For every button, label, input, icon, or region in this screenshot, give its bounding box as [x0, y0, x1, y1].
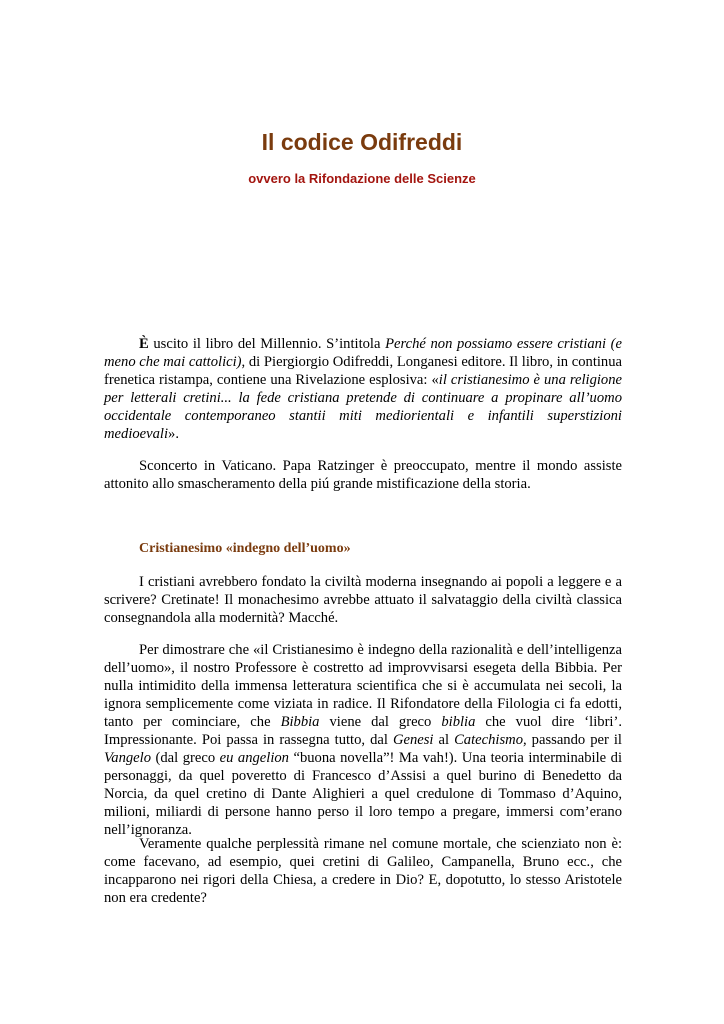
paragraph-4-text-c: viene dal greco — [319, 714, 442, 730]
document-title: Il codice Odifreddi — [261, 129, 463, 155]
paragraph-1 — [104, 335, 622, 443]
paragraph-4-text-g: al — [433, 732, 455, 748]
paragraph-4-italic-genesi: Genesi — [392, 732, 434, 748]
paragraph-4-text-k: (dal greco — [151, 750, 220, 766]
paragraph-1-initial: È — [139, 336, 149, 352]
paragraph-4-text-a: Per dimostrare che «il Cristianesimo è indegno della razionalità e dell’intelligenza dell’uomo», il nostro Professore è costretto ad improvvisarsi esegeta della Bibbia. Per nulla intimidito della immensa letteratura scientifica che si è accumulata nei secoli, la ignora semplicemente come viziata in radice. Il Rifondatore della Filologia ci fa edotti, tanto per cominciare, che — [104, 642, 622, 730]
paragraph-1-text-a: uscito il libro del Millennio. S’intitola — [148, 336, 386, 352]
paragraph-4-text-e: che vuol dire ‘libri’. Impressionante. Poi passa in rassegna tutto, dal — [104, 714, 622, 748]
paragraph-4-italic-eu-angelion: eu angelion — [219, 750, 289, 766]
paragraph-5: Veramente qualche perplessità rimane nel comune mortale, che scienziato non è: come facevano, ad esempio, quei cretini di Galileo, Campanella, Bruno ecc., che incapparono nei rigori della Chiesa, a credere in Dio? E, dopotutto, lo stesso Aristotele non era credente? — [104, 836, 622, 906]
paragraph-4-text-m: “buona novella”! Ma vah!). Una teoria interminabile di personaggi, da quel poveretto di Francesco d’Assisi a quel burino di Benedetto da Norcia, da quel cretino di Dante Alighieri a quel credulone di Tommaso d’Aquino, milioni, miliardi di persone hanno perso il loro tempo a pregare, immersi com’erano nell’ignoranza. — [104, 750, 622, 838]
section-heading: Cristianesimo «indegno dell’uomo» — [139, 541, 351, 556]
paragraph-2: Sconcerto in Vaticano. Papa Ratzinger è preoccupato, mentre il mondo assiste attonito allo smascheramento della piú grande mistificazione della storia. — [104, 458, 622, 492]
paragraph-4-italic-bibbia: Bibbia — [280, 714, 320, 730]
paragraph-1-quote: il cristianesimo è una religione per letterali cretini... la fede cristiana pretende di continuare a propinare all’uomo occidentale contemporaneo stantii miti mediorientali e infantili superstizioni medioevali — [104, 372, 622, 442]
paragraph-3: I cristiani avrebbero fondato la civiltà moderna insegnando ai popoli a leggere e a scrivere? Cretinate! Il monachesimo avrebbe attuato il salvataggio della civiltà classica consegnandola alla modernità? Macché. — [104, 574, 622, 626]
paragraph-4-italic-biblia: biblia — [441, 714, 476, 730]
document-subtitle: ovvero la Rifondazione delle Scienze — [248, 171, 476, 186]
paragraph-1-text-e: ». — [168, 426, 179, 442]
paragraph-1-book-title: Perché non possiamo essere cristiani (e meno che mai cattolici) — [104, 336, 623, 370]
paragraph-1-text-c: , di Piergiorgio Odifreddi, Longanesi editore. Il libro, in continua frenetica ristampa, contiene una Rivelazione esplosiva: « — [104, 354, 622, 388]
paragraph-4-italic-vangelo: Vangelo — [104, 750, 152, 766]
paragraph-4-italic-catechismo: Catechismo — [454, 732, 523, 748]
paragraph-4 — [104, 641, 622, 839]
paragraph-4-text-i: , passando per il — [523, 732, 622, 748]
